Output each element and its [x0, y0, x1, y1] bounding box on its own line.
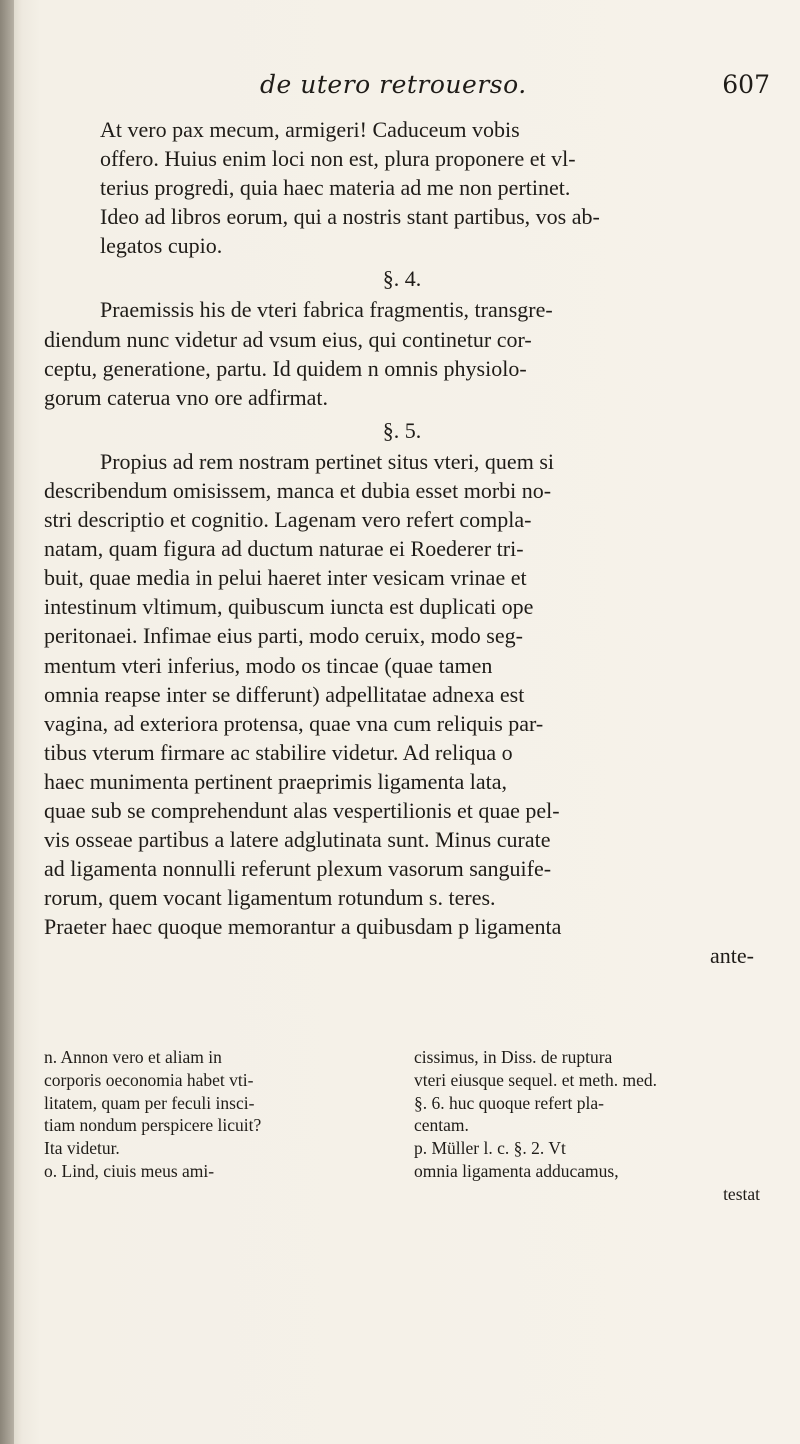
paragraph-section-5 [44, 447, 760, 942]
text-line: vagina, ad exteriora protensa, quae vna cum reliquis par- [44, 710, 544, 736]
footnote-line: vteri eiusque sequel. et meth. med. [414, 1069, 657, 1090]
text-line: At vero pax mecum, armigeri! Caduceum vobis [100, 117, 520, 142]
footnote-line: n. Annon vero et aliam in [44, 1047, 222, 1067]
running-head-title: de utero retrouerso. [260, 70, 527, 99]
text-line: intestinum vltimum, quibuscum iuncta est duplicati ope [44, 594, 534, 620]
text-line: Praemissis his de vteri fabrica fragmentis, transgre- [100, 297, 553, 323]
text-line: vis osseae partibus a latere adglutinata sunt. Minus curate [44, 827, 551, 853]
text-line: mentum vteri inferius, modo os tincae (quae tamen [44, 652, 493, 678]
footnote-line: litatem, quam per feculi insci- [44, 1092, 255, 1113]
footnote-line: o. Lind, ciuis meus ami- [44, 1160, 215, 1181]
text-line: describendum omisissem, manca et dubia esset morbi no- [44, 477, 552, 503]
text-line: rorum, quem vocant ligamentum rotundum s. teres. [44, 885, 496, 911]
text-line: buit, quae media in pelui haeret inter vesicam vrinae et [44, 565, 527, 591]
running-head [60, 70, 770, 106]
text-line: peritonaei. Infimae eius parti, modo ceruix, modo seg- [44, 623, 523, 649]
text-line: haec munimenta pertinent praeprimis ligamenta lata, [44, 768, 508, 794]
footnote-line: corporis oeconomia habet vti- [44, 1069, 254, 1090]
text-line: terius progredi, quia haec materia ad me non pertinet. [100, 175, 571, 201]
text-line: Praeter haec quoque memorantur a quibusdam p ligamenta [44, 914, 562, 940]
text-line: Ideo ad libros eorum, qui a nostris stant partibus, vos ab- [100, 204, 600, 230]
footnote-line: testat [723, 1183, 760, 1204]
text-line: tibus vterum firmare ac stabilire videtur. Ad reliqua o [44, 739, 513, 765]
text-line: stri descriptio et cognitio. Lagenam vero refert compla- [44, 507, 532, 533]
main-text [44, 115, 760, 971]
text-line: ceptu, generatione, partu. Id quidem n omnis physiolo- [44, 355, 527, 381]
section-heading-5: §. 5. [382, 417, 422, 443]
text-line: Propius ad rem nostram pertinet situs vteri, quem si [100, 448, 554, 474]
text-line: ad ligamenta nonnulli referunt plexum vasorum sanguife- [44, 856, 552, 882]
footnote-line: omnia ligamenta adducamus, [414, 1160, 619, 1181]
text-line: legatos cupio. [100, 233, 223, 259]
text-line: offero. Huius enim loci non est, plura proponere et vl- [100, 146, 576, 172]
paragraph-intro [44, 115, 760, 260]
book-binding-edge [0, 0, 14, 1444]
footnote-line: p. Müller l. c. §. 2. Vt [414, 1138, 566, 1159]
text-line: natam, quam figura ad ductum naturae ei Roederer tri- [44, 536, 524, 562]
footnote-line: tiam nondum perspicere licuit? [44, 1115, 262, 1136]
catchword: ante- [710, 943, 754, 969]
text-line: gorum caterua vno ore adfirmat. [44, 384, 329, 410]
text-line: omnia reapse inter se differunt) adpellitatae adnexa est [44, 681, 525, 707]
footnotes-right-column [414, 1046, 760, 1206]
footnotes [44, 1046, 760, 1206]
section-heading-4: §. 4. [382, 266, 422, 292]
page-number: 607 [722, 70, 770, 99]
text-line: diendum nunc videtur ad vsum eius, qui continetur cor- [44, 326, 532, 352]
footnote-line: Ita videtur. [44, 1138, 120, 1159]
footnote-line: centam. [414, 1115, 469, 1136]
paragraph-section-4 [44, 295, 760, 411]
footnotes-left-column [44, 1046, 390, 1206]
text-line: quae sub se comprehendunt alas vespertilionis et quae pel- [44, 797, 560, 823]
footnote-line: cissimus, in Diss. de ruptura [414, 1047, 613, 1067]
footnote-line: §. 6. huc quoque refert pla- [414, 1092, 604, 1113]
